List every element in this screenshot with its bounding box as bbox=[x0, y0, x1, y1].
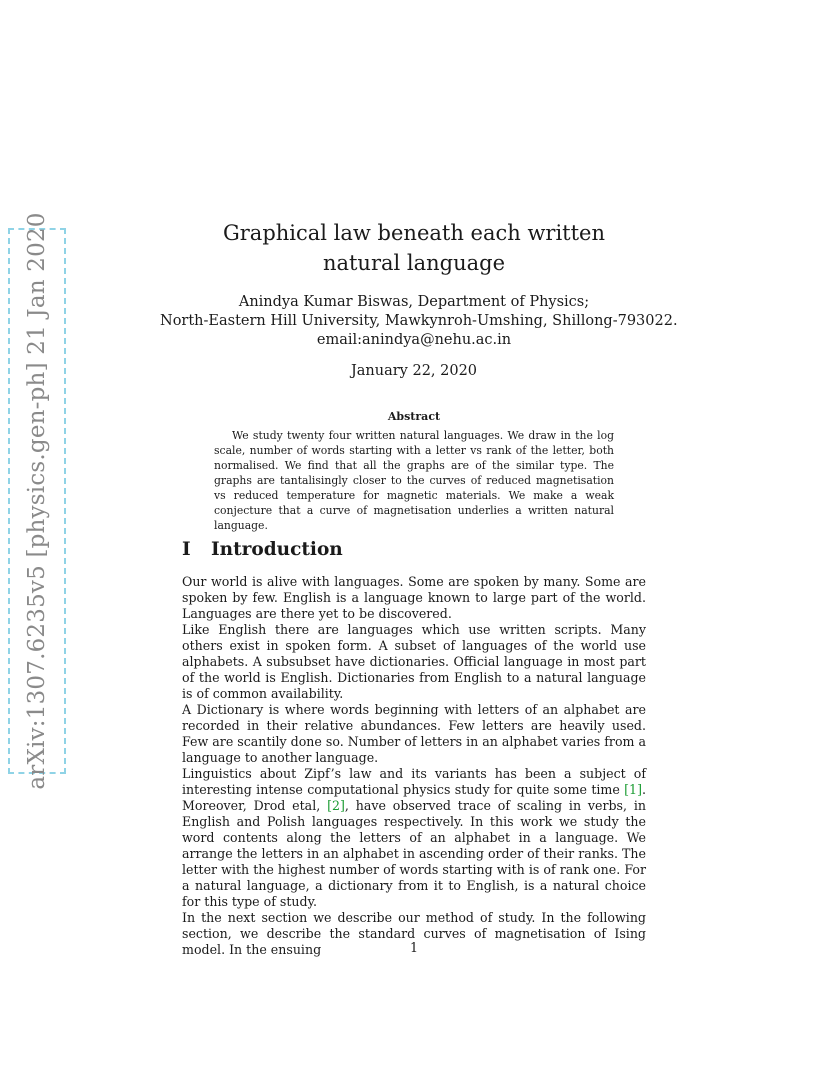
paper-title: Graphical law beneath each written natural language bbox=[222, 221, 606, 275]
section-number: I bbox=[182, 539, 191, 560]
paper-date: January 22, 2020 bbox=[350, 363, 478, 379]
citation-link[interactable]: [2] bbox=[327, 798, 345, 813]
author-affiliation-line: Anindya Kumar Biswas, Department of Physics; bbox=[238, 294, 590, 310]
arxiv-identifier-box bbox=[8, 212, 66, 790]
paragraph-text: Linguistics about Zipf’s law and its variants has been a subject of interesting intense computational physics study for quite some time bbox=[182, 766, 646, 797]
abstract-text: We study twenty four written natural languages. We draw in the log scale, number of words starting with a letter vs rank of the letter, both normalised. We find that all the graphs are of the similar type. The graphs are tantalisingly closer to the curves of reduced magnetisation vs reduced temperature for magnetic materials. We make a weak conjecture that a curve of magnetisation underlies a written natural language. bbox=[214, 429, 614, 532]
author-email: email:anindya@nehu.ac.in bbox=[316, 332, 512, 348]
paragraph: Our world is alive with languages. Some are spoken by many. Some are spoken by few. English is a language known to large part of the world. Languages are there yet to be discovered. bbox=[182, 574, 646, 621]
paragraph-text: , have observed trace of scaling in verbs, in English and Polish languages respectively. In this work we study the word contents along the letters of an alphabet in a language. We arrange the letters in an alphabet in ascending order of their ranks. The letter with the highest number of words starting with is of rank one. For a natural language, a dictionary from it to English, is a natural choice for this type of study. bbox=[182, 798, 646, 909]
paragraph: Like English there are languages which use written scripts. Many others exist in spoken form. A subset of languages of the world use alphabets. A subsubset have dictionaries. Official language in most part of the world is English. Dictionaries from English to a natural language is of common availability. bbox=[182, 622, 646, 701]
arxiv-identifier: arXiv:1307.6235v5 [physics.gen-ph] 21 Jan 2020 bbox=[24, 212, 50, 790]
paragraph: In the next section we describe our method of study. In the following section, we describe the standard curves of magnetisation of Ising model. In the ensuing bbox=[182, 910, 646, 957]
body-text bbox=[182, 574, 646, 958]
section-title: Introduction bbox=[211, 539, 343, 560]
section-heading bbox=[182, 539, 343, 560]
paragraph: A Dictionary is where words beginning with letters of an alphabet are recorded in their relative abundances. Few letters are heavily used. Few are scantily done so. Number of letters in an alphabet varies from a language to another language. bbox=[182, 702, 646, 765]
page-number: 1 bbox=[409, 940, 418, 955]
paragraph-text: . Moreover, Drod etal, bbox=[182, 782, 646, 813]
citation-link[interactable]: [1] bbox=[624, 782, 642, 797]
author-block bbox=[160, 293, 678, 350]
paragraph bbox=[182, 766, 646, 910]
author-address-line: North-Eastern Hill University, Mawkynroh-Umshing, Shillong-793022. bbox=[160, 313, 678, 329]
abstract-heading: Abstract bbox=[387, 410, 441, 423]
